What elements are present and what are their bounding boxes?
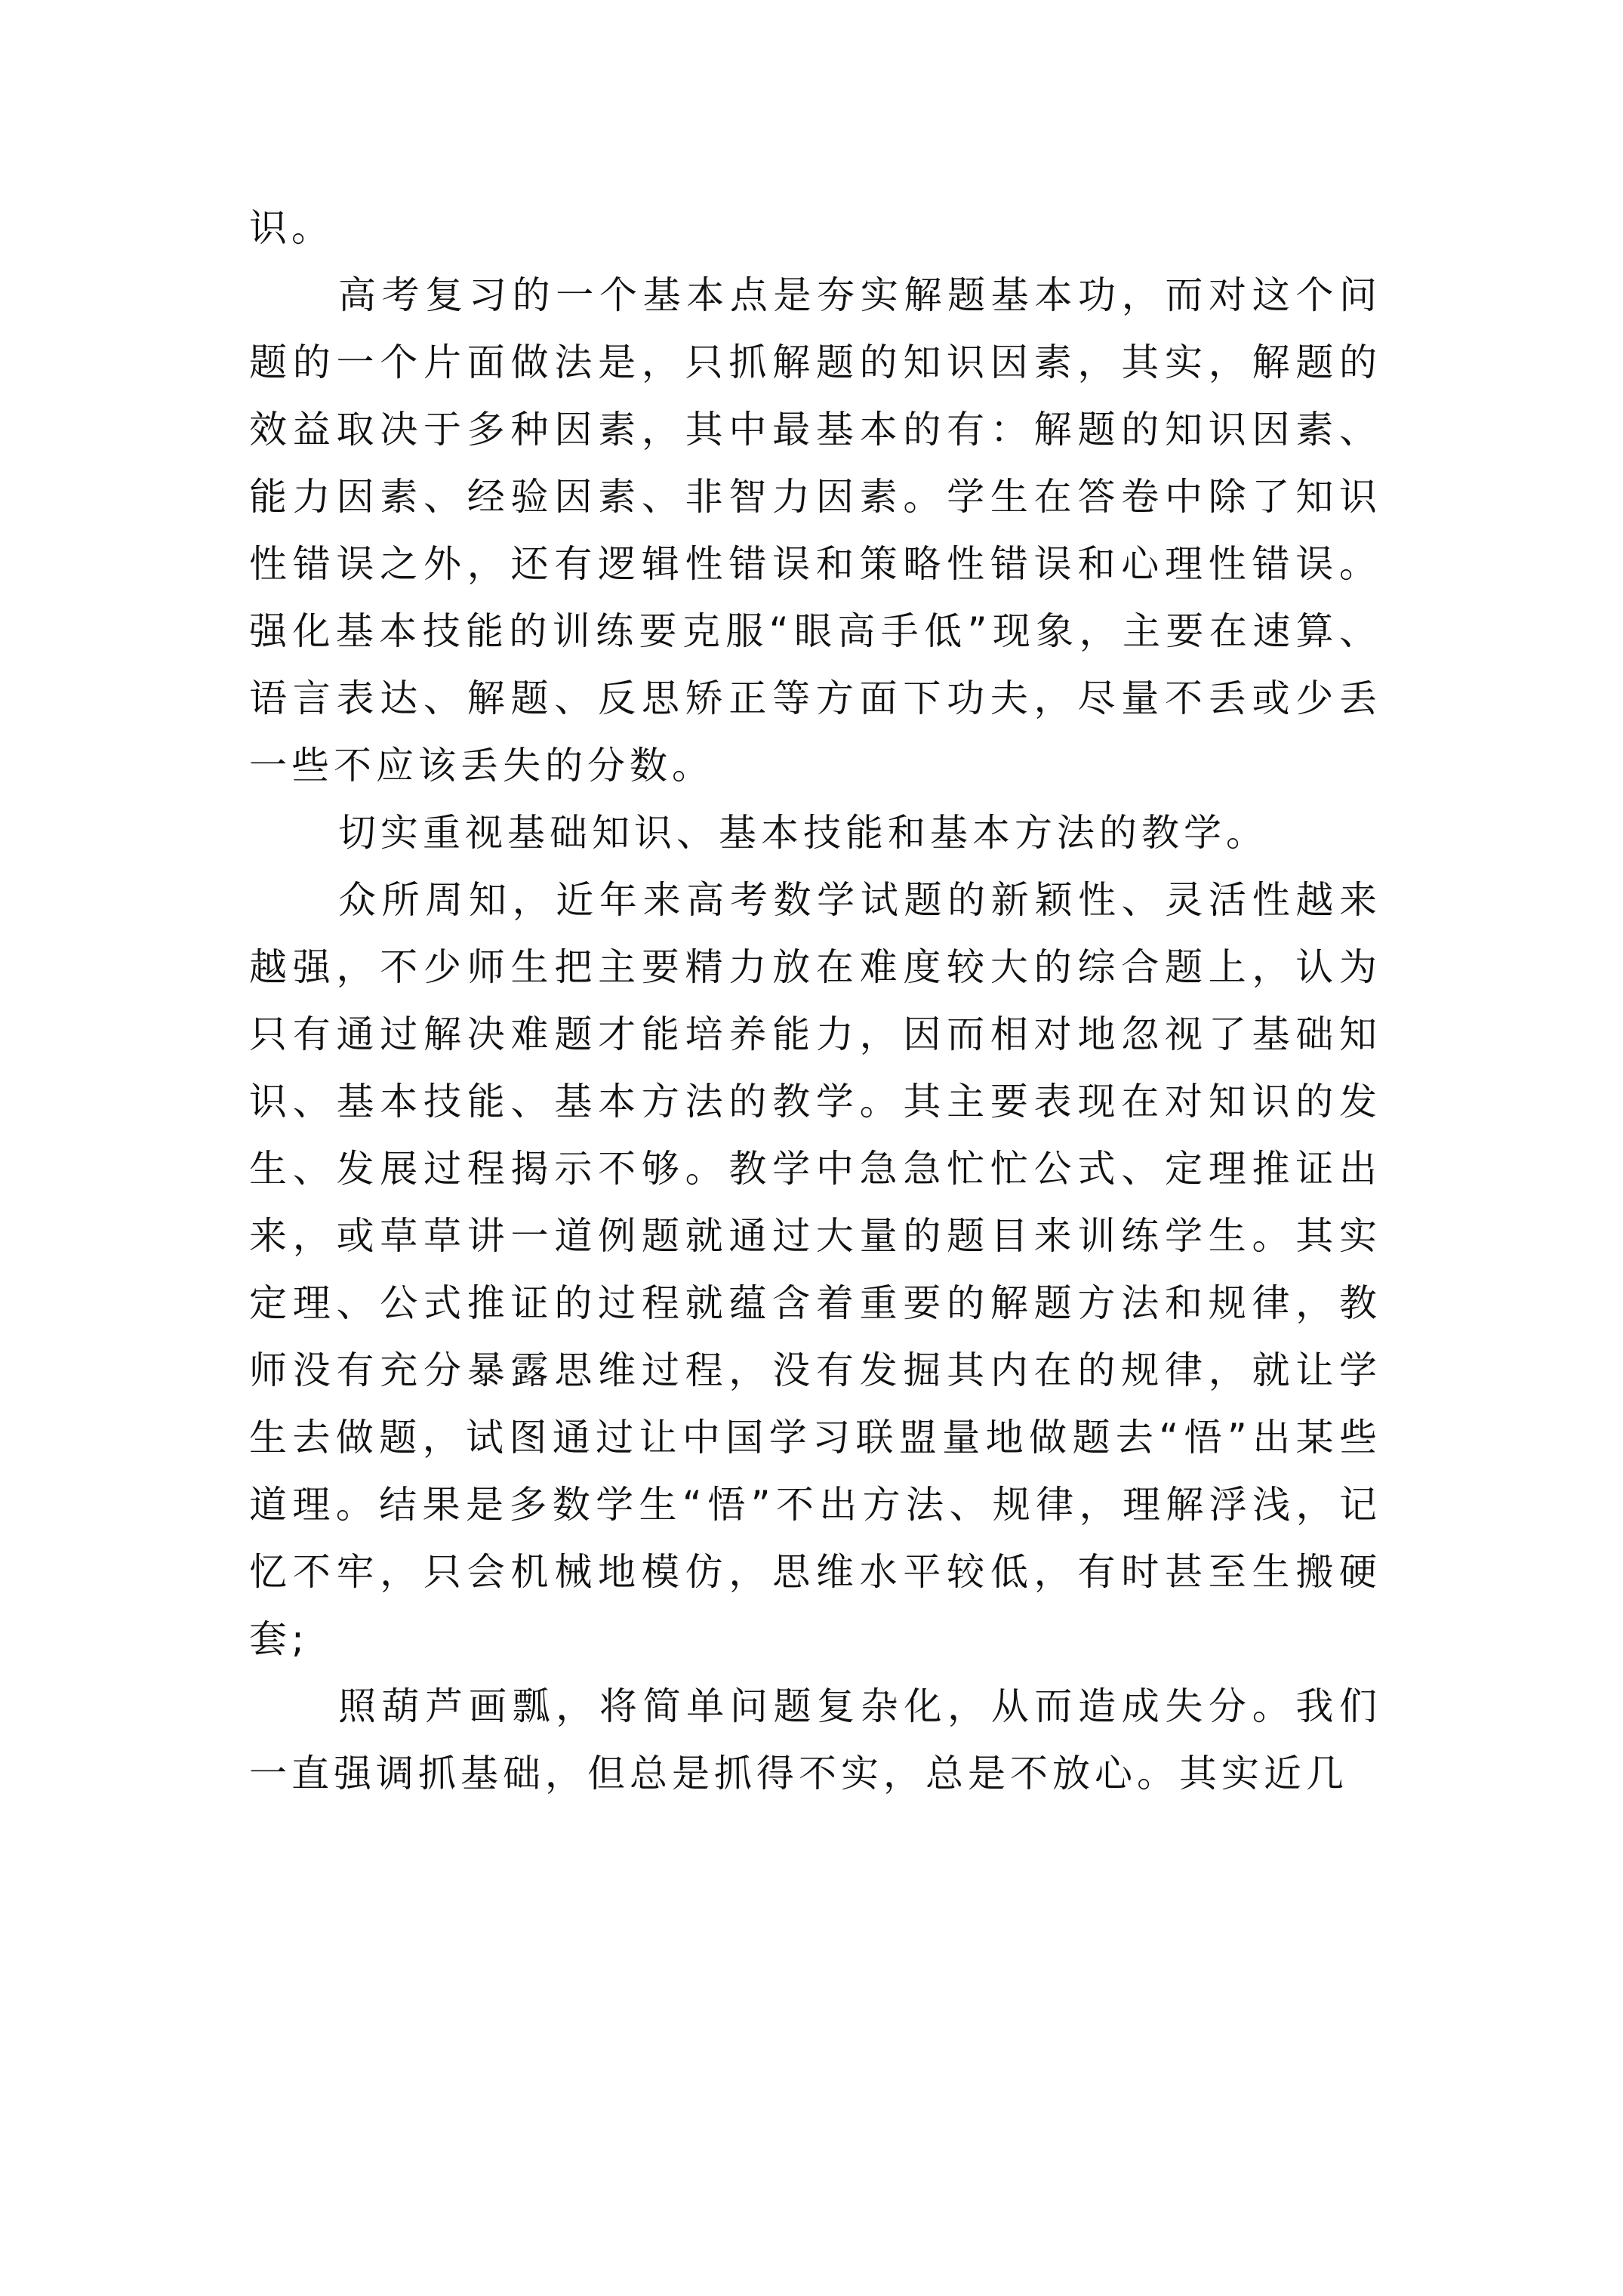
paragraph-5: 照葫芦画瓢，将简单问题复杂化，从而造成失分。我们一直强调抓基础，但总是抓得不实，总是不放心。其实近几 xyxy=(249,1684,1381,1795)
paragraph-3: 切实重视基础知识、基本技能和基本方法的教学。 xyxy=(338,811,1268,855)
paragraph-4: 众所周知，近年来高考数学试题的新颖性、灵活性越来越强，不少师生把主要精力放在难度较大的综合题上，认为只有通过解决难题才能培养能力，因而相对地忽视了基础知识、基本技能、基本方法的教学。其主要表现在对知识的发生、发展过程揭示不够。教学中急急忙忙公式、定理推证出来，或草草讲一道例题就通过大量的题目来训练学生。其实定理、公式推证的过程就蕴含着重要的解题方法和规律，教师没有充分暴露思维过程，没有发掘其内在的规律，就让学生去做题，试图通过让中国学习联盟量地做题去“悟”出某些道理。结果是多数学生“悟”不出方法、规律，理解浮浅，记忆不牢，只会机械地模仿，思维水平较低，有时甚至生搬硬套; xyxy=(249,878,1381,1661)
paragraph-2: 高考复习的一个基本点是夯实解题基本功，而对这个问题的一个片面做法是，只抓解题的知识因素，其实，解题的效益取决于多种因素，其中最基本的有：解题的知识因素、能力因素、经验因素、非智力因素。学生在答卷中除了知识性错误之外，还有逻辑性错误和策略性错误和心理性错误。强化基本技能的训练要克服“眼高手低”现象，主要在速算、语言表达、解题、反思矫正等方面下功夫，尽量不丢或少丢一些不应该丢失的分数。 xyxy=(249,273,1381,787)
paragraph-1: 识。 xyxy=(249,206,334,250)
body-text xyxy=(249,195,1381,1808)
